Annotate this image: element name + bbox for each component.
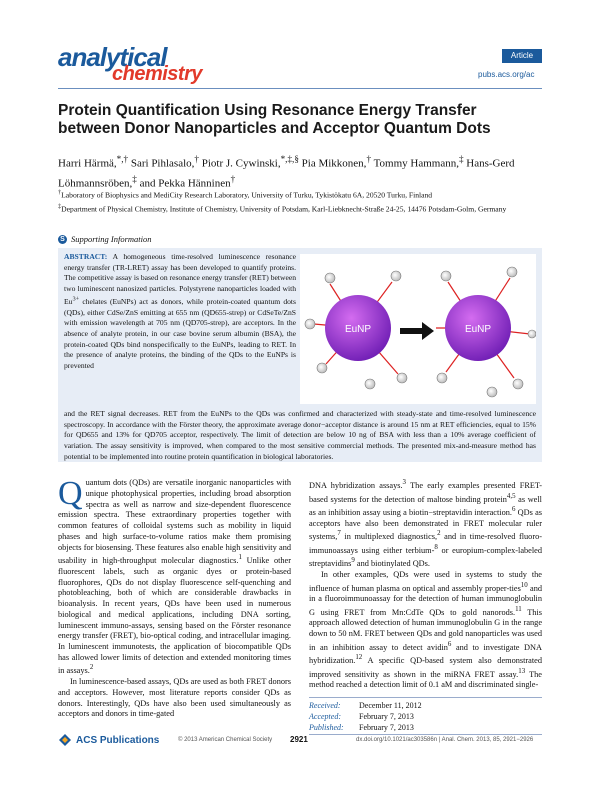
body-column-right [309,478,542,691]
article-type-badge: Article [502,49,542,63]
author-list: Harri Härmä,*,† Sari Pihlasalo,† Piotr J. Cywinski,*,‡,§ Pia Mikkonen,† Tommy Hammann,‡ Hans-Gerd Löhmannsröben,‡ and Pekka Hänninen† [58,154,515,190]
abstract-text-top [64,252,296,372]
header-divider [58,88,542,89]
paper-title: Protein Quantification Using Resonance Energy Transfer between Donor Nanoparticles and Acceptor Quantum Dots [58,102,491,137]
publication-dates [309,700,542,733]
publisher-name: ACS Publications [76,734,160,746]
acs-logo-icon [58,733,72,747]
toc-right-label: EuNP [464,324,492,335]
toc-graphic-svg [300,254,536,404]
date-published: Published: February 7, 2013 [309,723,414,732]
abstract-body-top: A homogeneous time-resolved luminescence resonance energy transfer (TR-LRET) assay has been developed to quantify proteins. The competitive assay is based on resonance energy transfer (RET) between two luminescent nanosized particles. Polystyrene nanoparticles loaded with $Eu^{3+}$ chelates (EuNPs) act as donors, while protein-coated quantum dots (QDs), either CdSe/ZnS emitting at 655 nm (QD655-strep) or CdSeTe/ZnS with emission wavelength at 705 nm (QD705-strep), are acceptors. In the absence of analyte protein, in our case bovine serum albumin (BSA), the protein-coated QDs bind nonspecifically to the EuNPs, leading to RET. In the presence of analyte proteins, the binding of the QDs to the EuNPs is prevented [64,252,296,371]
copyright-notice: © 2013 American Chemical Society [178,737,273,743]
intro-paragraph-2: In luminescence-based assays, QDs are used as both FRET donors and acceptors. However, most literature reports consider QDs as donors. Interestingly, QDs have also been used simultaneously as acceptors and donors in time-gated [58,677,291,719]
journal-logo-line2: chemistry [112,63,202,85]
date-received: Received: December 11, 2012 [309,701,422,710]
affiliation-2: ‡Department of Physical Chemistry, Institute of Chemistry, University of Potsdam, Karl-Liebknecht-Straße 24-25, 14476 Potsdam-Golm, Germany [58,203,507,214]
doi-citation[interactable]: dx.doi.org/10.1021/ac303586n | Anal. Chem. 2013, 85, 2921−2926 [356,737,534,743]
journal-site-link[interactable]: pubs.acs.org/ac [478,70,535,79]
donor-nanoparticle-left [305,271,407,389]
dates-divider-bottom [309,734,542,735]
affiliation-1: †Laboratory of Biophysics and MediCity Research Laboratory, University of Turku, Tykistökatu 6A, 20520 Turku, Finland [58,189,433,200]
toc-left-label: EuNP [344,324,372,335]
dates-divider-top [309,697,542,698]
intro-paragraph-3: DNA hybridization assays.$^3$ The early examples presented FRET-based systems for the detection of maltose binding protein$^{4,5}$ as well as an inhibition assay using a biotin−streptavidin interaction.$^6$ QDs as acceptors have also been demonstrated in FRET molecular ruler systems,$^7$ in multiplexed diagnostics,$^2$ and in time-resolved fluoro-immunoassays using either terbium-$^8$ or europium-complex-labeled streptavidins$^9$ and biotinylated QDs. [309,479,543,569]
page-number: 2921 [290,735,308,744]
intro-paragraph-4: In other examples, QDs were used in systems to study the influence of human plasma on optical and assembly proper-ties$^{10}$ and in a fluoroimmunoassay for the detection of human immunoglobulin G using FRET from Mn:CdTe QDs to gold nanorods.$^{11}$ This approach allowed detection of human immunoglobulin G in the range down to 50 nM. FRET between QDs and gold nanoparticles was used in an inhibition assay to detect avidin$^6$ and to investigate DNA hybridization.$^{12}$ A specific QD-based system also demonstrated improved sensitivity as shown in the miRNA FRET assay.$^{13}$ The method reached a detection limit of 0.1 aM and discriminated single- [309,569,542,690]
supporting-information-label: Supporting Information [71,234,152,244]
body-column-left [58,475,291,720]
journal-logo-line1: analytical [58,42,167,72]
publisher-logo[interactable] [58,733,159,747]
toc-arrow [400,322,434,340]
supporting-information-link[interactable] [58,234,152,244]
donor-nanoparticle-right [436,267,536,397]
supporting-info-icon: S [58,235,67,244]
toc-graphic [300,254,536,404]
abstract-body-bottom: and the RET signal decreases. RET from the EuNPs to the QDs was confirmed and characterized with steady-state and time-resolved luminescence spectroscopy. In accordance with the Förster theory, the approximate average donor−acceptor distance is around 15 nm at RET efficiencies, equal to 15% for QD655 and 13% for QD705 acceptor, respectively. The limit of detection are below 10 ng of BSA with less than a 10% average coefficient of variation. The assay sensitivity is improved, when compared to the most sensitive commercial methods. The presented mix-and-measure method has potential to be implemented into routine protein quantification in biological laboratories. [64,409,536,461]
drop-cap: Q [58,475,83,512]
intro-paragraph-1: uantum dots (QDs) are versatile inorganic nanoparticles with unique photophysical properties, including broad absorption spectra as well as narrow and size-dependent fluorescence emission spectra. These extraordinary properties together with common features of colloidal systems such as mobility in liquid phases and high surface-to-volume ratios make them promising objects for biosensing. These features also enable high sensitivity and usability in high-throughput molecular diagnostics.$^1$ Unlike other fluorescent labels, such as organic dyes or protein-based fluorophores, QDs do not display fluorescence self-quenching and photobleaching, both of which are considerable drawbacks in bioanalysis. In recent years, QDs have been used in numerous biological and medical applications, including DNA sorting, luminescent immuno-assays, sensing based on the Förster resonance energy transfer (FRET), bio-optical coding, and intracellular imaging. In luminescent immunotests, the application of biocompatible QDs has allowed lower limits of detection and extended monitoring times in assays.$^2$ [58,478,291,676]
abstract-label: ABSTRACT: [64,252,108,261]
date-accepted: Accepted: February 7, 2013 [309,712,414,721]
